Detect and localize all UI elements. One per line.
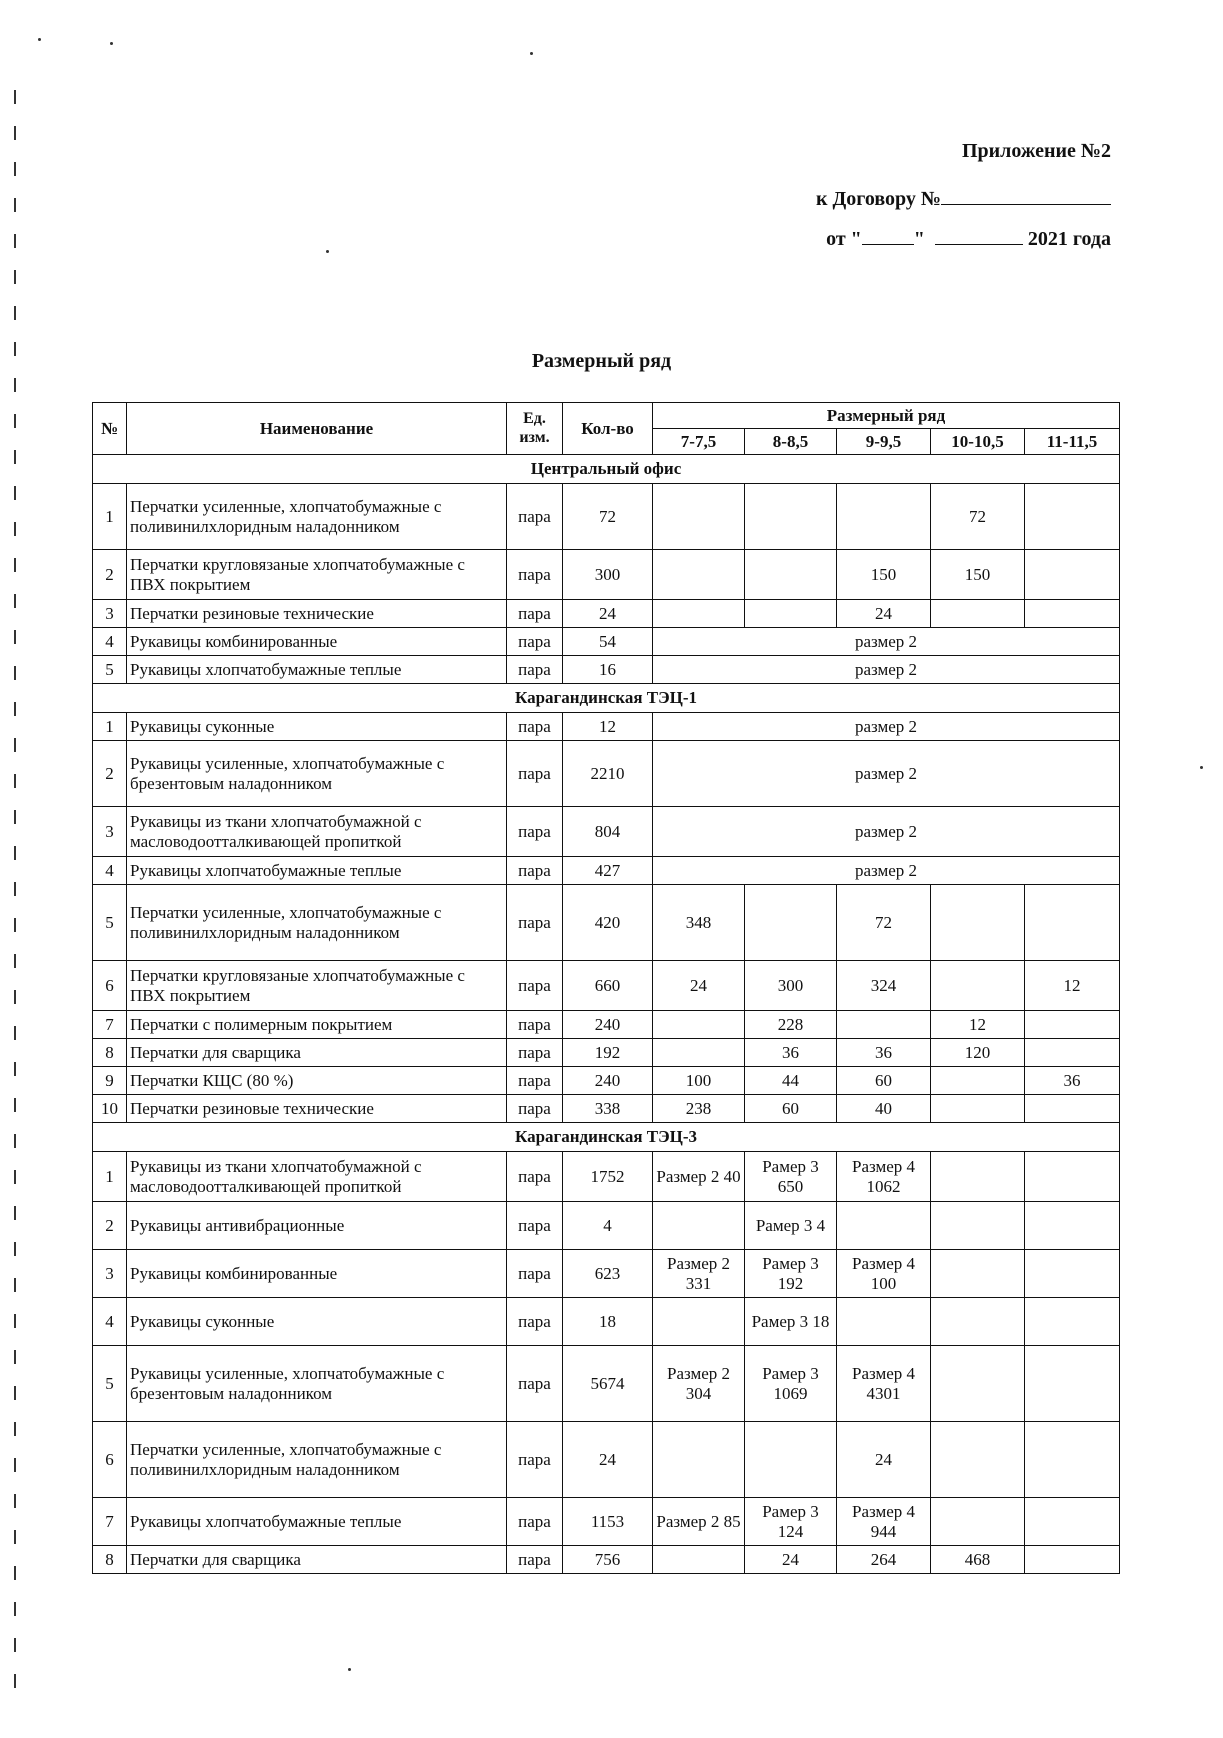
item-name: Перчатки для сварщика: [127, 1039, 507, 1067]
item-unit: пара: [507, 1298, 563, 1346]
item-quantity: 300: [563, 550, 653, 600]
size-header-cell: 7-7,5: [653, 429, 745, 455]
size-note: размер 2: [653, 741, 1120, 807]
row-number: 1: [93, 713, 127, 741]
size-cell: 100: [653, 1067, 745, 1095]
item-unit: пара: [507, 1095, 563, 1123]
table-row: [93, 741, 1120, 807]
item-unit: пара: [507, 656, 563, 684]
size-note: размер 2: [653, 807, 1120, 857]
table-row: [93, 1152, 1120, 1202]
item-quantity: 2210: [563, 741, 653, 807]
size-cell: [745, 1422, 837, 1498]
item-unit: пара: [507, 1011, 563, 1039]
document-title: Размерный ряд: [531, 350, 672, 372]
table-row: [93, 628, 1120, 656]
size-cell: 36: [837, 1039, 931, 1067]
item-unit: пара: [507, 807, 563, 857]
size-cell: [931, 961, 1025, 1011]
size-cell: 238: [653, 1095, 745, 1123]
row-number: 4: [93, 1298, 127, 1346]
item-name: Перчатки для сварщика: [127, 1546, 507, 1574]
size-cell: [837, 1011, 931, 1039]
size-cell: [1025, 1250, 1120, 1298]
size-cell: [931, 600, 1025, 628]
size-cell: 468: [931, 1546, 1025, 1574]
size-cell: 60: [837, 1067, 931, 1095]
item-quantity: 420: [563, 885, 653, 961]
row-number: 4: [93, 857, 127, 885]
row-number: 4: [93, 628, 127, 656]
size-cell: [1025, 1152, 1120, 1202]
item-unit: пара: [507, 1152, 563, 1202]
item-unit: пара: [507, 628, 563, 656]
item-name: Рукавицы комбинированные: [127, 628, 507, 656]
item-name: Рукавицы усиленные, хлопчатобумажные с брезентовым наладонником: [127, 1346, 507, 1422]
table-row: [93, 1095, 1120, 1123]
size-cell: Размер 2 85: [653, 1498, 745, 1546]
size-cell: [1025, 1039, 1120, 1067]
size-cell: [1025, 1095, 1120, 1123]
item-quantity: 54: [563, 628, 653, 656]
item-name: Перчатки кругловязаные хлопчатобумажные с ПВХ покрытием: [127, 550, 507, 600]
contract-date-line: [826, 226, 1111, 251]
size-cell: [931, 885, 1025, 961]
scan-speck: [38, 38, 41, 41]
item-quantity: 240: [563, 1011, 653, 1039]
size-cell: 150: [931, 550, 1025, 600]
size-cell: [653, 484, 745, 550]
size-cell: [653, 1546, 745, 1574]
size-cell: [745, 484, 837, 550]
table-row: [93, 857, 1120, 885]
item-unit: пара: [507, 857, 563, 885]
size-note: размер 2: [653, 713, 1120, 741]
size-cell: 44: [745, 1067, 837, 1095]
size-cell: [653, 1011, 745, 1039]
size-cell: Размер 4 100: [837, 1250, 931, 1298]
row-number: 2: [93, 1202, 127, 1250]
table-row: [93, 600, 1120, 628]
item-unit: пара: [507, 713, 563, 741]
size-cell: [745, 885, 837, 961]
size-cell: 36: [745, 1039, 837, 1067]
row-number: 6: [93, 1422, 127, 1498]
scan-speck: [326, 250, 329, 253]
size-header-cell: 11-11,5: [1025, 429, 1120, 455]
row-number: 9: [93, 1067, 127, 1095]
row-number: 10: [93, 1095, 127, 1123]
size-cell: 24: [837, 600, 931, 628]
item-quantity: 18: [563, 1298, 653, 1346]
date-prefix: от ": [826, 228, 862, 250]
item-quantity: 1153: [563, 1498, 653, 1546]
size-range-table: [92, 402, 1120, 1574]
contract-number-field[interactable]: [941, 186, 1111, 205]
size-cell: 40: [837, 1095, 931, 1123]
size-cell: Рамер 3 18: [745, 1298, 837, 1346]
size-cell: [1025, 1011, 1120, 1039]
item-quantity: 240: [563, 1067, 653, 1095]
table-row: [93, 1498, 1120, 1546]
item-name: Рукавицы хлопчатобумажные теплые: [127, 1498, 507, 1546]
item-name: Рукавицы антивибрационные: [127, 1202, 507, 1250]
table-row: [93, 656, 1120, 684]
size-cell: 150: [837, 550, 931, 600]
table-row: [93, 1250, 1120, 1298]
item-quantity: 192: [563, 1039, 653, 1067]
item-quantity: 1752: [563, 1152, 653, 1202]
size-cell: [653, 1202, 745, 1250]
col-header-unit: Ед. изм.: [507, 403, 563, 455]
size-cell: [837, 1202, 931, 1250]
size-cell: [931, 1067, 1025, 1095]
table-row: [93, 885, 1120, 961]
table-row: [93, 807, 1120, 857]
size-cell: 120: [931, 1039, 1025, 1067]
contract-prefix: к Договору №: [816, 188, 941, 210]
item-quantity: 660: [563, 961, 653, 1011]
size-cell: [931, 1422, 1025, 1498]
item-unit: пара: [507, 885, 563, 961]
size-cell: [1025, 550, 1120, 600]
size-cell: [931, 1298, 1025, 1346]
date-suffix: 2021 года: [1027, 228, 1111, 250]
section-header-row: [93, 1123, 1120, 1152]
table-row: [93, 1011, 1120, 1039]
item-name: Перчатки усиленные, хлопчатобумажные с поливинилхлоридным наладонником: [127, 1422, 507, 1498]
size-cell: 228: [745, 1011, 837, 1039]
row-number: 3: [93, 600, 127, 628]
item-name: Рукавицы из ткани хлопчатобумажной с масловодоотталкивающей пропиткой: [127, 1152, 507, 1202]
size-cell: Рамер 3 192: [745, 1250, 837, 1298]
item-name: Рукавицы комбинированные: [127, 1250, 507, 1298]
size-cell: Рамер 3 4: [745, 1202, 837, 1250]
item-unit: пара: [507, 961, 563, 1011]
item-name: Рукавицы хлопчатобумажные теплые: [127, 857, 507, 885]
scan-speck: [348, 1668, 351, 1671]
size-cell: 24: [837, 1422, 931, 1498]
table-row: [93, 1298, 1120, 1346]
row-number: 5: [93, 885, 127, 961]
size-cell: Рамер 3 650: [745, 1152, 837, 1202]
col-header-qty: Кол-во: [563, 403, 653, 455]
table-row: [93, 1422, 1120, 1498]
size-cell: [837, 484, 931, 550]
item-unit: пара: [507, 1067, 563, 1095]
table-row: [93, 550, 1120, 600]
row-number: 3: [93, 807, 127, 857]
size-cell: 72: [931, 484, 1025, 550]
item-name: Рукавицы из ткани хлопчатобумажной с масловодоотталкивающей пропиткой: [127, 807, 507, 857]
item-unit: пара: [507, 1250, 563, 1298]
col-header-sizes: Размерный ряд: [653, 403, 1120, 429]
row-number: 1: [93, 1152, 127, 1202]
item-name: Перчатки резиновые технические: [127, 1095, 507, 1123]
size-cell: Размер 2 304: [653, 1346, 745, 1422]
section-title: Карагандинская ТЭЦ-3: [93, 1123, 1120, 1152]
col-header-name: Наименование: [127, 403, 507, 455]
size-cell: [1025, 1498, 1120, 1546]
table-row: [93, 713, 1120, 741]
item-name: Перчатки усиленные, хлопчатобумажные с поливинилхлоридным наладонником: [127, 484, 507, 550]
section-title: Центральный офис: [93, 455, 1120, 484]
item-unit: пара: [507, 741, 563, 807]
row-number: 8: [93, 1546, 127, 1574]
size-cell: [653, 1422, 745, 1498]
page-margin-marks: [14, 90, 16, 1690]
size-cell: Размер 4 1062: [837, 1152, 931, 1202]
item-unit: пара: [507, 1498, 563, 1546]
size-cell: [1025, 484, 1120, 550]
size-cell: 12: [931, 1011, 1025, 1039]
row-number: 8: [93, 1039, 127, 1067]
scan-speck: [1200, 766, 1203, 769]
item-quantity: 24: [563, 1422, 653, 1498]
item-unit: пара: [507, 1202, 563, 1250]
size-cell: [1025, 1422, 1120, 1498]
table-row: [93, 1546, 1120, 1574]
size-cell: [1025, 1202, 1120, 1250]
contract-number-line: [816, 186, 1111, 211]
item-name: Рукавицы суконные: [127, 1298, 507, 1346]
size-cell: Размер 2 40: [653, 1152, 745, 1202]
size-note: размер 2: [653, 628, 1120, 656]
size-cell: 348: [653, 885, 745, 961]
size-cell: [1025, 1546, 1120, 1574]
table-row: [93, 961, 1120, 1011]
size-cell: 324: [837, 961, 931, 1011]
row-number: 5: [93, 656, 127, 684]
item-name: Рукавицы усиленные, хлопчатобумажные с брезентовым наладонником: [127, 741, 507, 807]
item-name: Перчатки резиновые технические: [127, 600, 507, 628]
section-header-row: [93, 684, 1120, 713]
row-number: 7: [93, 1498, 127, 1546]
table-row: [93, 1202, 1120, 1250]
table-row: [93, 1346, 1120, 1422]
size-cell: [653, 600, 745, 628]
size-cell: [745, 600, 837, 628]
size-cell: [653, 550, 745, 600]
size-cell: [745, 550, 837, 600]
table-row: [93, 1039, 1120, 1067]
item-quantity: 12: [563, 713, 653, 741]
size-cell: Рамер 3 1069: [745, 1346, 837, 1422]
size-header-cell: 10-10,5: [931, 429, 1025, 455]
section-header-row: [93, 455, 1120, 484]
row-number: 6: [93, 961, 127, 1011]
item-quantity: 338: [563, 1095, 653, 1123]
date-mid: ": [913, 228, 925, 250]
appendix-heading: Приложение №2: [961, 140, 1111, 162]
size-cell: [653, 1039, 745, 1067]
size-cell: [1025, 1298, 1120, 1346]
table-row: [93, 1067, 1120, 1095]
size-cell: [931, 1095, 1025, 1123]
item-quantity: 427: [563, 857, 653, 885]
item-unit: пара: [507, 1422, 563, 1498]
size-header-cell: 9-9,5: [837, 429, 931, 455]
item-quantity: 623: [563, 1250, 653, 1298]
item-name: Перчатки КЩС (80 %): [127, 1067, 507, 1095]
size-cell: [931, 1202, 1025, 1250]
row-number: 2: [93, 550, 127, 600]
size-cell: 24: [653, 961, 745, 1011]
item-quantity: 4: [563, 1202, 653, 1250]
table-row: [93, 484, 1120, 550]
item-quantity: 5674: [563, 1346, 653, 1422]
row-number: 2: [93, 741, 127, 807]
item-unit: пара: [507, 1546, 563, 1574]
section-title: Карагандинская ТЭЦ-1: [93, 684, 1120, 713]
item-name: Рукавицы суконные: [127, 713, 507, 741]
size-cell: 72: [837, 885, 931, 961]
item-name: Перчатки с полимерным покрытием: [127, 1011, 507, 1039]
size-cell: [931, 1250, 1025, 1298]
item-name: Перчатки усиленные, хлопчатобумажные с поливинилхлоридным наладонником: [127, 885, 507, 961]
size-cell: [1025, 600, 1120, 628]
size-cell: [931, 1152, 1025, 1202]
size-cell: [931, 1498, 1025, 1546]
row-number: 7: [93, 1011, 127, 1039]
row-number: 3: [93, 1250, 127, 1298]
size-cell: 264: [837, 1546, 931, 1574]
size-cell: Размер 2 331: [653, 1250, 745, 1298]
item-quantity: 804: [563, 807, 653, 857]
scan-speck: [530, 52, 533, 55]
item-name: Рукавицы хлопчатобумажные теплые: [127, 656, 507, 684]
size-cell: 12: [1025, 961, 1120, 1011]
size-cell: Размер 4 944: [837, 1498, 931, 1546]
date-day-field[interactable]: [862, 226, 914, 245]
size-cell: [1025, 1346, 1120, 1422]
item-quantity: 756: [563, 1546, 653, 1574]
item-unit: пара: [507, 1346, 563, 1422]
size-cell: [1025, 885, 1120, 961]
size-cell: [837, 1298, 931, 1346]
size-cell: [653, 1298, 745, 1346]
item-quantity: 24: [563, 600, 653, 628]
size-header-cell: 8-8,5: [745, 429, 837, 455]
col-header-no: №: [93, 403, 127, 455]
date-month-field[interactable]: [935, 226, 1023, 245]
row-number: 1: [93, 484, 127, 550]
size-cell: 300: [745, 961, 837, 1011]
row-number: 5: [93, 1346, 127, 1422]
item-unit: пара: [507, 600, 563, 628]
size-cell: 60: [745, 1095, 837, 1123]
size-note: размер 2: [653, 656, 1120, 684]
size-note: размер 2: [653, 857, 1120, 885]
scan-speck: [110, 42, 113, 45]
size-cell: 24: [745, 1546, 837, 1574]
item-unit: пара: [507, 550, 563, 600]
size-cell: 36: [1025, 1067, 1120, 1095]
item-quantity: 16: [563, 656, 653, 684]
size-cell: Размер 4 4301: [837, 1346, 931, 1422]
item-unit: пара: [507, 484, 563, 550]
item-name: Перчатки кругловязаные хлопчатобумажные с ПВХ покрытием: [127, 961, 507, 1011]
size-cell: [931, 1346, 1025, 1422]
size-cell: Рамер 3 124: [745, 1498, 837, 1546]
item-quantity: 72: [563, 484, 653, 550]
item-unit: пара: [507, 1039, 563, 1067]
